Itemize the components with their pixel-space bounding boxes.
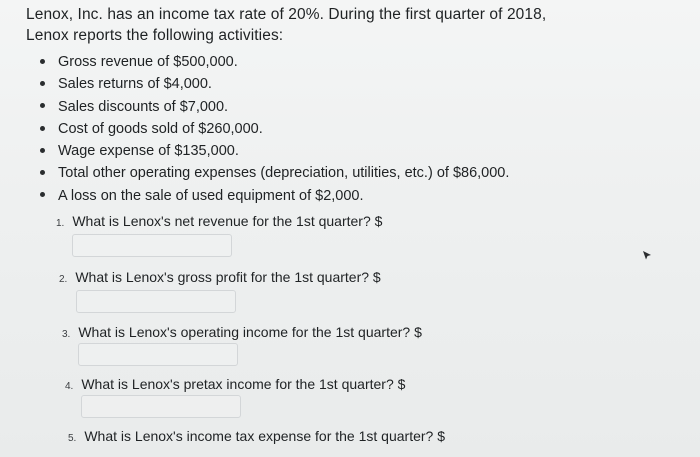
problem-statement	[26, 4, 666, 46]
activity-item: A loss on the sale of used equipment of $2,000.	[40, 185, 509, 207]
intro-line-2: Lenox reports the following activities:	[26, 27, 284, 44]
answer-input-pretax-income[interactable]	[81, 395, 241, 418]
activity-item: Gross revenue of $500,000.	[40, 51, 509, 73]
activity-item: Wage expense of $135,000.	[40, 140, 509, 162]
activity-item: Sales returns of $4,000.	[40, 73, 509, 95]
question-number: 2.	[59, 274, 68, 285]
bullet-icon	[40, 81, 45, 86]
question-number: 3.	[62, 329, 71, 340]
question-text: What is Lenox's pretax income for the 1st quarter? $	[81, 376, 406, 392]
question-text: What is Lenox's net revenue for the 1st quarter? $	[72, 213, 383, 229]
activities-list	[40, 51, 509, 207]
activity-item: Cost of goods sold of $260,000.	[40, 118, 509, 140]
answer-input-operating-income[interactable]	[78, 343, 238, 366]
bullet-icon	[40, 148, 45, 153]
question-text: What is Lenox's gross profit for the 1st quarter? $	[75, 269, 381, 285]
question-text: What is Lenox's operating income for the 1st quarter? $	[78, 324, 422, 340]
question-5	[68, 427, 445, 448]
question-2	[59, 268, 381, 289]
question-1	[56, 212, 382, 233]
question-text: What is Lenox's income tax expense for the 1st quarter? $	[84, 428, 445, 444]
answer-input-net-revenue[interactable]	[72, 234, 232, 257]
bullet-icon	[40, 170, 45, 175]
bullet-icon	[40, 192, 45, 197]
question-4	[65, 375, 405, 396]
question-number: 1.	[56, 218, 65, 229]
intro-line-1: Lenox, Inc. has an income tax rate of 20%. During the first quarter of 2018,	[26, 6, 547, 23]
activity-item: Sales discounts of $7,000.	[40, 96, 509, 118]
question-3	[62, 323, 422, 344]
bullet-icon	[40, 59, 45, 64]
mouse-pointer-icon	[641, 249, 653, 261]
activity-item: Total other operating expenses (depreciation, utilities, etc.) of $86,000.	[40, 162, 509, 184]
question-number: 5.	[68, 433, 77, 444]
bullet-icon	[40, 103, 45, 108]
question-number: 4.	[65, 381, 74, 392]
answer-input-gross-profit[interactable]	[76, 290, 236, 313]
bullet-icon	[40, 126, 45, 131]
